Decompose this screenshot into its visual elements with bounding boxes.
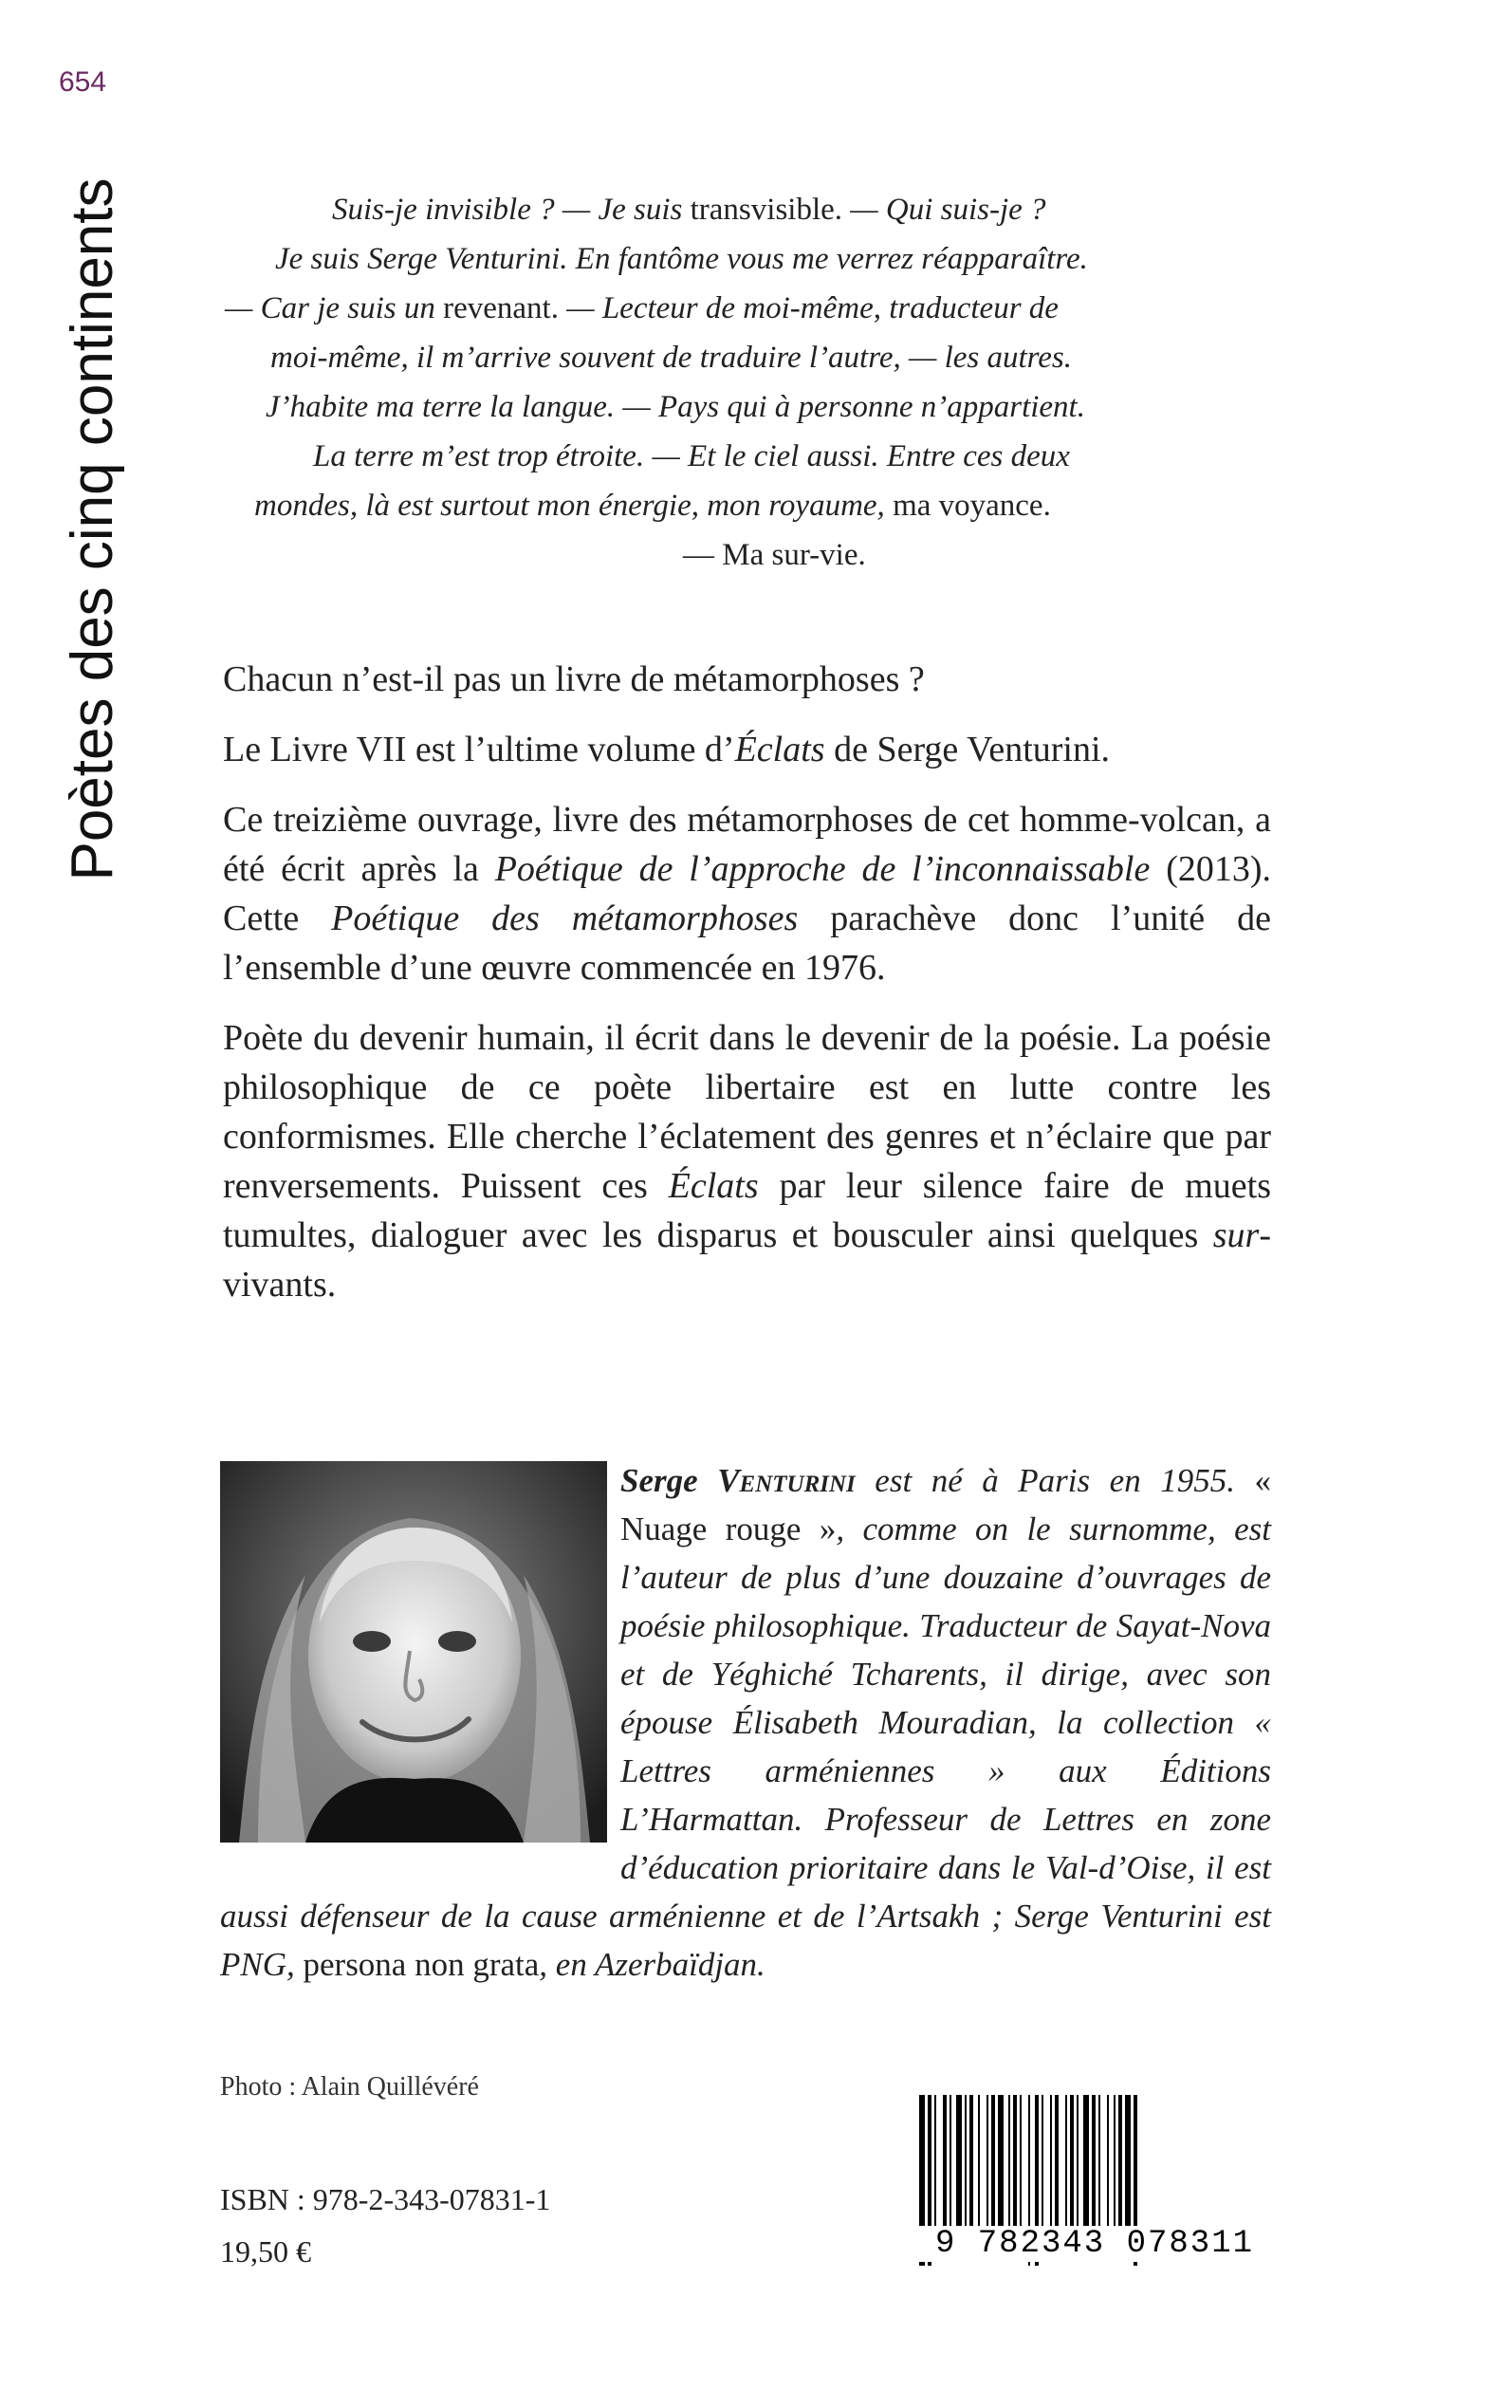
epigraph-line-5: J’habite ma terre la langue. — Pays qui à personne n’appartient. — [266, 390, 1085, 424]
barcode-bar — [956, 2095, 962, 2228]
barcode-bar — [986, 2095, 988, 2228]
price: 19,50 € — [220, 2234, 311, 2269]
barcode-bar — [1013, 2095, 1017, 2228]
barcode-bar — [1055, 2095, 1059, 2228]
barcode-bar — [1114, 2095, 1116, 2228]
isbn: ISBN : 978-2-343-07831-1 — [220, 2182, 551, 2216]
barcode-bar — [969, 2095, 973, 2228]
epigraph-line-3: — Car je suis un revenant. — Lecteur de moi-même, traducteur de — [225, 291, 1059, 325]
barcode-bar — [1107, 2095, 1109, 2228]
photo-spacer — [220, 1456, 620, 1847]
author-bio: Serge Venturini est né à Paris en 1955. « Nuage rouge », comme on le surnomme, est l’auteur de plus d’une douzaine d’ouvrages de poésie philosophique. Traducteur de Sayat-Nova et de Yéghiché Tcharents, il dirige, avec son épouse Élisabeth Mouradian, la collection « Lettres arméniennes » aux Éditions L’Harmattan. Professeur de Lettres en zone d’éducation prioritaire dans le Val-d’Oise, il est aussi défenseur de la cause arménienne et de l’Artsakh ; Serge Venturini est PNG, persona non grata, en Azerbaïdjan. — [220, 1456, 1271, 1989]
barcode-bar — [1020, 2095, 1022, 2228]
barcode-bar — [1008, 2095, 1010, 2228]
barcode-bar — [965, 2095, 967, 2228]
barcode-bar — [943, 2095, 947, 2228]
barcode-bar — [978, 2095, 980, 2228]
series-title: Poètes des cinq continents — [60, 177, 125, 881]
paragraph-4: Poète du devenir humain, il écrit dans le devenir de la poésie. La poésie philosophique de ce poète libertaire est en lutte contre les conformismes. Elle cherche l’éclatement des genres et n’éclaire que par renversements. Puissent ces Éclats par leur silence faire de muets tumultes, dialoguer avec les disparus et bousculer ainsi quelques sur-vivants. — [223, 1018, 1271, 1305]
paragraph-3: Ce treizième ouvrage, livre des métamorphoses de cet homme-volcan, a été écrit après la Poétique de l’approche de l’inconnaissable (2013). Cette Poétique des métamorphoses parachève donc l’unité de l’ensemble d’une œuvre commencée en 1976. — [223, 800, 1271, 988]
epigraph-line-4: moi-même, il m’arrive souvent de traduire l’autre, — les autres. — [270, 341, 1073, 375]
main-text — [223, 655, 1271, 1330]
barcode-number: 9 782343 078311 — [915, 2226, 1274, 2262]
barcode-bar — [1050, 2095, 1052, 2228]
barcode-bar — [1118, 2095, 1122, 2228]
epigraph-line-7: mondes, là est surtout mon énergie, mon royaume, ma voyance. — [254, 489, 1051, 523]
barcode-bar — [998, 2095, 1004, 2228]
barcode-bar — [1070, 2095, 1074, 2228]
photo-credit: Photo : Alain Quillévéré — [220, 2072, 479, 2102]
author-name: Serge Venturini — [620, 1462, 856, 1499]
barcode-bar — [1083, 2095, 1089, 2228]
paragraph-2: Le Livre VII est l’ultime volume d’Éclats de Serge Venturini. — [223, 730, 1111, 769]
barcode-bar — [1065, 2095, 1067, 2228]
barcode-bar — [1042, 2095, 1043, 2228]
barcode-bar — [991, 2095, 995, 2228]
barcode-bar — [1098, 2095, 1100, 2228]
barcode-bar — [1077, 2095, 1079, 2228]
series-number: 654 — [59, 66, 107, 98]
barcode-bar — [934, 2095, 936, 2228]
epigraph-line-2: Je suis Serge Venturini. En fantôme vous me verrez réapparaître. — [275, 242, 1088, 276]
barcode-bar — [950, 2095, 951, 2228]
barcode-bar — [1092, 2095, 1096, 2228]
paragraph-1: Chacun n’est-il pas un livre de métamorphoses ? — [223, 659, 925, 699]
epigraph — [190, 185, 1309, 580]
epigraph-line-1: Suis-je invisible ? — Je suis transvisible. — Qui suis-je ? — [332, 193, 1046, 227]
barcode-bar — [1125, 2095, 1131, 2228]
epigraph-line-6: La terre m’est trop étroite. — Et le ciel aussi. Entre ces deux — [313, 439, 1070, 473]
epigraph-line-8: — Ma sur-vie. — [683, 538, 866, 572]
